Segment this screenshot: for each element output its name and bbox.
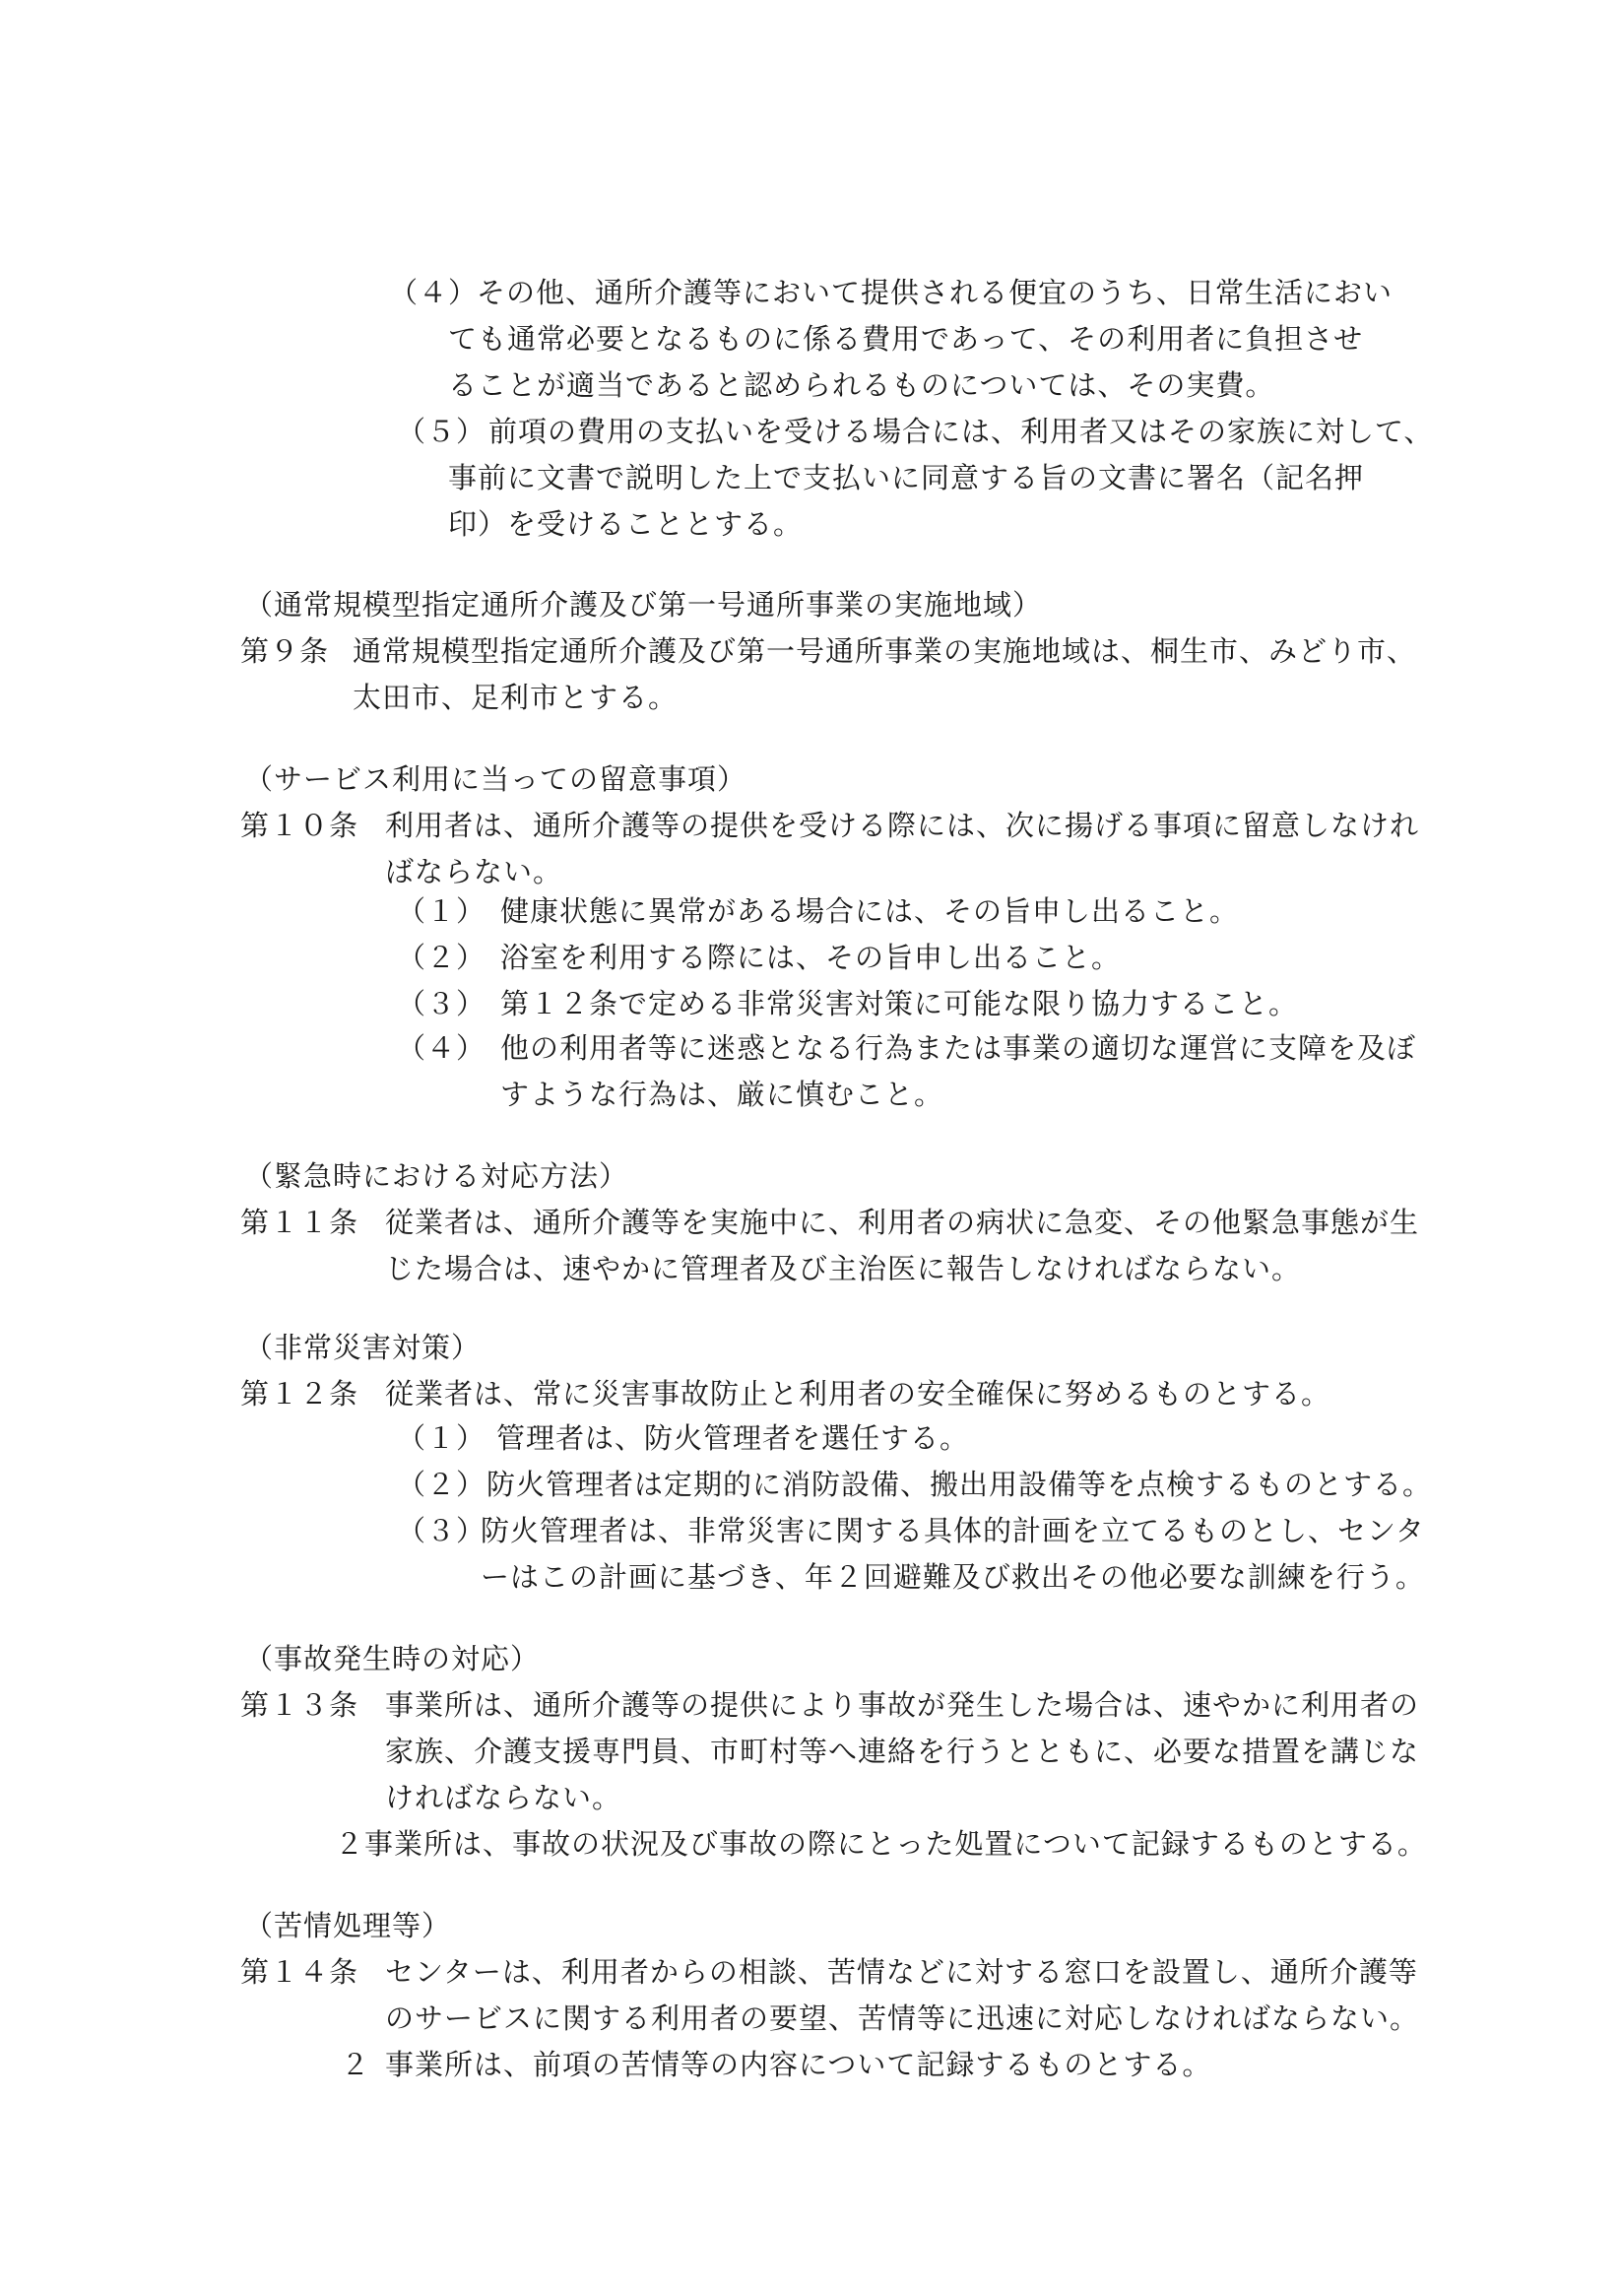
art14-line-1: センターは、利用者からの相談、苦情などに対する窓口を設置し、通所介護等: [385, 1955, 1418, 1989]
art12-number: 第１２条: [240, 1377, 359, 1410]
art10-item2-num: （２）: [397, 941, 486, 974]
art10-item4-line-2: すような行為は、厳に慎むこと。: [500, 1078, 944, 1111]
art12-item1-text: 管理者は、防火管理者を選任する。: [496, 1421, 970, 1455]
art11-line-1: 従業者は、通所介護等を実施中に、利用者の病状に急変、その他緊急事態が生: [385, 1206, 1420, 1239]
art9-number: 第９条: [240, 634, 330, 668]
art8-item5-line-1: 前項の費用の支払いを受ける場合には、利用者又はその家族に対して、: [488, 415, 1434, 448]
art10-item1-text: 健康状態に異常がある場合には、その旨申し出ること。: [500, 894, 1240, 928]
art12-heading: （非常災害対策）: [244, 1331, 482, 1364]
art8-item4-num: （４）: [389, 276, 479, 309]
art12-item1-num: （１）: [397, 1421, 486, 1455]
art9-line-2: 太田市、足利市とする。: [353, 681, 679, 714]
art13-heading: （事故発生時の対応）: [244, 1642, 541, 1675]
art8-item5-num: （５）: [397, 415, 486, 448]
art10-item3-num: （３）: [397, 987, 486, 1020]
art14-line-2: のサービスに関する利用者の要望、苦情等に迅速に対応しなければならない。: [385, 2001, 1420, 2035]
art13-para2: ２事業所は、事故の状況及び事故の際にとった処置について記録するものとする。: [335, 1827, 1427, 1861]
art10-item1-num: （１）: [397, 894, 486, 928]
art9-line-1: 通常規模型指定通所介護及び第一号通所事業の実施地域は、桐生市、みどり市、: [353, 634, 1417, 668]
art12-item3-line-2: ーはこの計画に基づき、年２回避難及び救出その他必要な訓練を行う。: [481, 1560, 1425, 1594]
art13-line-3: ければならない。: [385, 1781, 622, 1814]
art14-number: 第１４条: [240, 1955, 359, 1989]
art8-item5-line-3: 印）を受けることとする。: [448, 507, 804, 541]
art10-item4-line-1: 他の利用者等に迷惑となる行為または事業の適切な運営に支障を及ぼ: [500, 1031, 1417, 1065]
art10-line-2: ばならない。: [385, 855, 563, 888]
art12-item3-line-1: 防火管理者は、非常災害に関する具体的計画を立てるものとし、センタ: [481, 1514, 1425, 1547]
art9-heading: （通常規模型指定通所介護及び第一号通所事業の実施地域）: [244, 588, 1043, 622]
art14-para2: 事業所は、前項の苦情等の内容について記録するものとする。: [385, 2048, 1212, 2081]
art10-heading: （サービス利用に当っての留意事項）: [244, 762, 747, 796]
art11-heading: （緊急時における対応方法）: [244, 1159, 629, 1193]
art11-line-2: じた場合は、速やかに管理者及び主治医に報告しなければならない。: [385, 1252, 1302, 1285]
art10-number: 第１０条: [240, 809, 359, 842]
art10-item3-text: 第１２条で定める非常災害対策に可能な限り協力すること。: [500, 987, 1299, 1020]
art12-item2-text: 防火管理者は定期的に消防設備、搬出用設備等を点検するものとする。: [486, 1468, 1433, 1501]
art14-heading: （苦情処理等）: [244, 1909, 452, 1942]
art12-item3-num: （３）: [397, 1514, 486, 1547]
art8-item4-line-1: その他、通所介護等において提供される便宜のうち、日常生活におい: [477, 276, 1394, 309]
art10-line-1: 利用者は、通所介護等の提供を受ける際には、次に揚げる事項に留意しなけれ: [385, 809, 1420, 842]
art10-item4-num: （４）: [397, 1031, 486, 1065]
art14-para2-num: ２: [341, 2048, 371, 2081]
art13-line-2: 家族、介護支援専門員、市町村等へ連絡を行うとともに、必要な措置を講じな: [385, 1735, 1420, 1768]
art8-item5-line-2: 事前に文書で説明した上で支払いに同意する旨の文書に署名（記名押: [448, 461, 1365, 494]
art13-number: 第１３条: [240, 1688, 359, 1722]
art13-line-1: 事業所は、通所介護等の提供により事故が発生した場合は、速やかに利用者の: [385, 1688, 1420, 1722]
art8-item4-line-3: ることが適当であると認められるものについては、その実費。: [448, 368, 1275, 402]
art12-line-1: 従業者は、常に災害事故防止と利用者の安全確保に努めるものとする。: [385, 1377, 1331, 1410]
art8-item4-line-2: ても通常必要となるものに係る費用であって、その利用者に負担させ: [448, 322, 1364, 356]
art10-item2-text: 浴室を利用する際には、その旨申し出ること。: [500, 941, 1122, 974]
art11-number: 第１１条: [240, 1206, 359, 1239]
art12-item2-num: （２）: [397, 1468, 486, 1501]
